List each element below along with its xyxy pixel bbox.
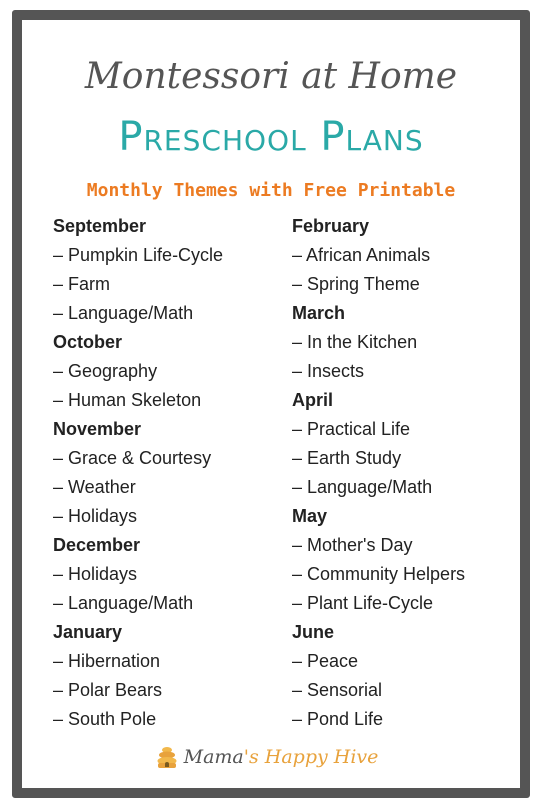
theme-item: – Grace & Courtesy — [53, 448, 212, 468]
title-line-2: Preschool Plans — [118, 114, 424, 160]
right-column — [292, 212, 465, 734]
month-heading: October — [53, 332, 123, 352]
left-column — [53, 212, 223, 734]
beehive-icon — [156, 745, 178, 769]
theme-item: – Mother's Day — [292, 535, 413, 555]
theme-item: – Hibernation — [53, 651, 161, 671]
footer-logo — [0, 742, 534, 772]
month-heading: September — [53, 216, 147, 236]
theme-item: – Farm — [53, 274, 111, 294]
theme-item: – Pumpkin Life-Cycle — [53, 245, 224, 265]
theme-item: – Holidays — [53, 506, 138, 526]
theme-item: – Language/Math — [292, 477, 433, 497]
logo-text-happy-hive: 's Happy Hive — [243, 746, 379, 768]
theme-item: – Earth Study — [292, 448, 402, 468]
theme-item: – In the Kitchen — [292, 332, 418, 352]
logo-text-mama: Mama — [183, 746, 244, 768]
theme-item: – Peace — [292, 651, 359, 671]
theme-item: – Practical Life — [292, 419, 411, 439]
theme-item: – Plant Life-Cycle — [292, 593, 434, 613]
theme-item: – Community Helpers — [292, 564, 466, 584]
theme-item: – African Animals — [292, 245, 431, 265]
month-heading: November — [53, 419, 142, 439]
theme-item: – Geography — [53, 361, 158, 381]
month-heading: February — [292, 216, 370, 236]
title-line-1: Montessori at Home — [84, 56, 458, 97]
theme-item: – Weather — [53, 477, 136, 497]
month-heading: January — [53, 622, 123, 642]
month-heading: April — [292, 390, 334, 410]
theme-item: – Spring Theme — [292, 274, 420, 294]
subtitle: Monthly Themes with Free Printable — [86, 180, 456, 201]
theme-item: – South Pole — [53, 709, 157, 729]
month-heading: May — [292, 506, 328, 526]
month-heading: December — [53, 535, 141, 555]
theme-item: – Holidays — [53, 564, 138, 584]
month-heading: March — [292, 303, 346, 323]
theme-item: – Human Skeleton — [53, 390, 202, 410]
theme-item: – Language/Math — [53, 593, 194, 613]
month-heading: June — [292, 622, 335, 642]
theme-item: – Sensorial — [292, 680, 383, 700]
theme-item: – Insects — [292, 361, 365, 381]
theme-item: – Pond Life — [292, 709, 384, 729]
theme-item: – Language/Math — [53, 303, 194, 323]
theme-item: – Polar Bears — [53, 680, 163, 700]
